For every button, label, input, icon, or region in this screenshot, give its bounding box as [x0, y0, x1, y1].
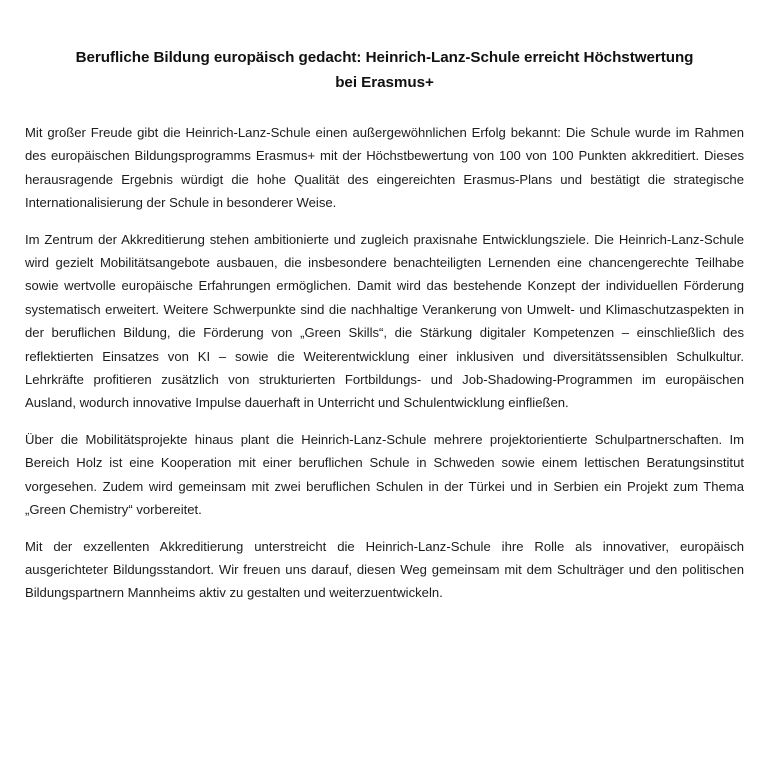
body-paragraph-2: Im Zentrum der Akkreditierung stehen ambitionierte und zugleich praxisnahe Entwicklungsziele. Die Heinrich-Lanz-Schule wird gezielt Mobilitätsangebote ausbauen, die insbesondere benachteiligten Lernenden eine chancengerechte Teilhabe sowie wertvolle europäische Erfahrungen ermöglichen. Damit wird das bestehende Konzept der individuellen Förderung systematisch erweitert. Weitere Schwerpunkte sind die nachhaltige Verankerung von Umwelt- und Klimaschutzaspekten in der beruflichen Bildung, die Förderung von „Green Skills“, die Stärkung digitaler Kompetenzen – einschließlich des reflektierten Einsatzes von KI – sowie die Weiterentwicklung einer inklusiven und diversitätssensiblen Schulkultur. Lehrkräfte profitieren zusätzlich von strukturierten Fortbildungs- und Job-Shadowing-Programmen im europäischen Ausland, wodurch innovative Impulse dauerhaft in Unterricht und Schulentwicklung einfließen.: [25, 231, 744, 411]
document-body: [25, 121, 744, 605]
page-title: [25, 45, 744, 95]
body-paragraph-1: Mit großer Freude gibt die Heinrich-Lanz-Schule einen außergewöhnlichen Erfolg bekannt: Die Schule wurde im Rahmen des europäischen Bildungsprogramms Erasmus+ mit der Höchstbewertung von 100 von 100 Punkten akkreditiert. Dieses herausragende Ergebnis würdigt die hohe Qualität des eingereichten Erasmus-Plans und bestätigt die strategische Internationalisierung der Schule in besonderer Weise.: [25, 125, 744, 211]
page-title-line-1: Berufliche Bildung europäisch gedacht: Heinrich-Lanz-Schule erreicht Höchstwertung: [75, 49, 694, 66]
page-title-line-2: bei Erasmus+: [335, 74, 434, 91]
body-paragraph-4: Mit der exzellenten Akkreditierung unterstreicht die Heinrich-Lanz-Schule ihre Rolle als innovativer, europäisch ausgerichteter Bildungsstandort. Wir freuen uns darauf, diesen Weg gemeinsam mit dem Schulträger und den politischen Bildungspartnern Mannheims aktiv zu gestalten und weiterzuentwickeln.: [25, 538, 744, 601]
body-paragraph-3: Über die Mobilitätsprojekte hinaus plant die Heinrich-Lanz-Schule mehrere projektorientierte Schulpartnerschaften. Im Bereich Holz ist eine Kooperation mit einer beruflichen Schule in Schweden sowie einem lettischen Beratungsinstitut vorgesehen. Zudem wird gemeinsam mit zwei beruflichen Schulen in der Türkei und in Serbien ein Projekt zum Thema „Green Chemistry“ vorbereitet.: [25, 431, 744, 518]
